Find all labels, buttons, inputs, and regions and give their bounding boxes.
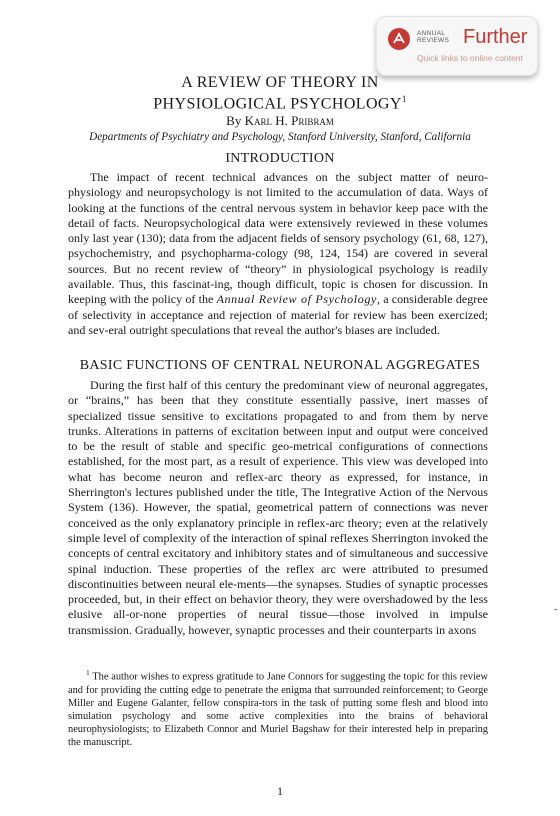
introduction-text-b: , a considerable degree of selectivity in acceptance and rejection of material for review has been exercized; and sev-eral outright speculations that reveal the author's biases are included. [68,292,488,337]
author-line [0,113,560,129]
article-title-line2-text: PHYSIOLOGICAL PSYCHOLOGY [153,95,402,113]
section-heading-introduction: INTRODUCTION [225,151,335,166]
basic-functions-paragraph: During the first half of this century the predominant view of neuronal aggregates, or “brains,” has been that they constitute essentially passive, inert masses of specialized tissue sensitive to excitations propagated to and from them by nerve trunks. Alterations in patterns of excitation between input and output were conceived to be the result of stable and specific geo-metrical configurations of connections established, for the most part, as a result of experience. This view was developed into what has become neuron and reflex-arc theory as expressed, for instance, in Sherrington's lectures published under the title, The Integrative Action of the Nervous System (136). However, the spatial, geometrical pattern of connections was never conceived as the only explanatory principle in reflex-arc theory; even at the relatively simple level of complexity of the interaction of spinal reflexes Sherrington invoked the concepts of central excitatory and inhibitory states and of simultaneous and successive spinal induction. These properties of the reflex arc were attributed to presumed discontinuities between neural ele-ments—the synapses. Studies of synaptic processes proceeded, but, in their effect on behavior theory, they were overshadowed by the less elusive all-or-none properties of neural tissue—those involved in impulse transmission. Gradually, however, synaptic processes and their counterparts in axons [68,378,488,637]
introduction-body [68,170,488,338]
affiliation: Departments of Psychiatry and Psychology, Stanford University, Stanford, California [89,131,471,143]
introduction-text-a: The impact of recent technical advances on the subject matter of neuro-physiology and neuropsychology is not limited to the accumulation of data. Ways of looking at the functions of the central nervous system in behavior keep pace with the detail of facts. Neuropsychological data were extensively reviewed in these volumes only last year (130); data from the adjacent fields of sensory psychology (61, 68, 127), psychochemistry, and psychopharma-cology (98, 124, 154) are covered in several sources. But no recent review of “theory” in physiological psychology is readily available. Thus, this fascinat-ing, though difficult, topic is chosen for discussion. In keeping with the policy of the [68,170,488,307]
journal-name: Annual Review of Psychology [216,292,377,307]
margin-mark: - [554,604,558,615]
further-badge[interactable] [376,16,538,76]
footnote-text: The author wishes to express gratitude to Jane Connors for suggesting the topic for this review and for providing the cutting edge to penetrate the enigma that surrounded reinforcement; to George Miller and Eugene Galanter, fellow conspira-tors in the task of putting some flesh and blood into simulation psychology and some active complexities into the brains of behavioral neurophysiologists; to Elizabeth Connor and Muriel Bagshaw for their interested help in preparing the manuscript. [68,671,488,749]
footnote-mark: 1 [86,668,90,677]
section-heading-basic-functions: BASIC FUNCTIONS OF CENTRAL NEURONAL AGGREGATES [79,358,481,373]
page-number: 1 [277,784,283,798]
basic-functions-body [68,378,488,638]
author-name: Karl H. Pribram [244,113,334,128]
article-title-line2 [0,90,560,113]
introduction-paragraph [68,170,488,338]
badge-title[interactable]: Further [463,26,528,48]
badge-brand [417,30,449,44]
badge-brand-line1: ANNUAL [417,30,446,37]
badge-brand-line2: REVIEWS [417,37,450,44]
title-footnote-mark[interactable]: 1 [401,94,407,104]
article-title-line1: A REVIEW OF THEORY IN [181,74,379,91]
footnote-paragraph [68,666,488,750]
annual-reviews-logo-icon [388,28,410,50]
badge-subtitle[interactable]: Quick links to online content [417,53,523,63]
footnote [68,666,488,750]
author-prefix: By [226,113,242,128]
